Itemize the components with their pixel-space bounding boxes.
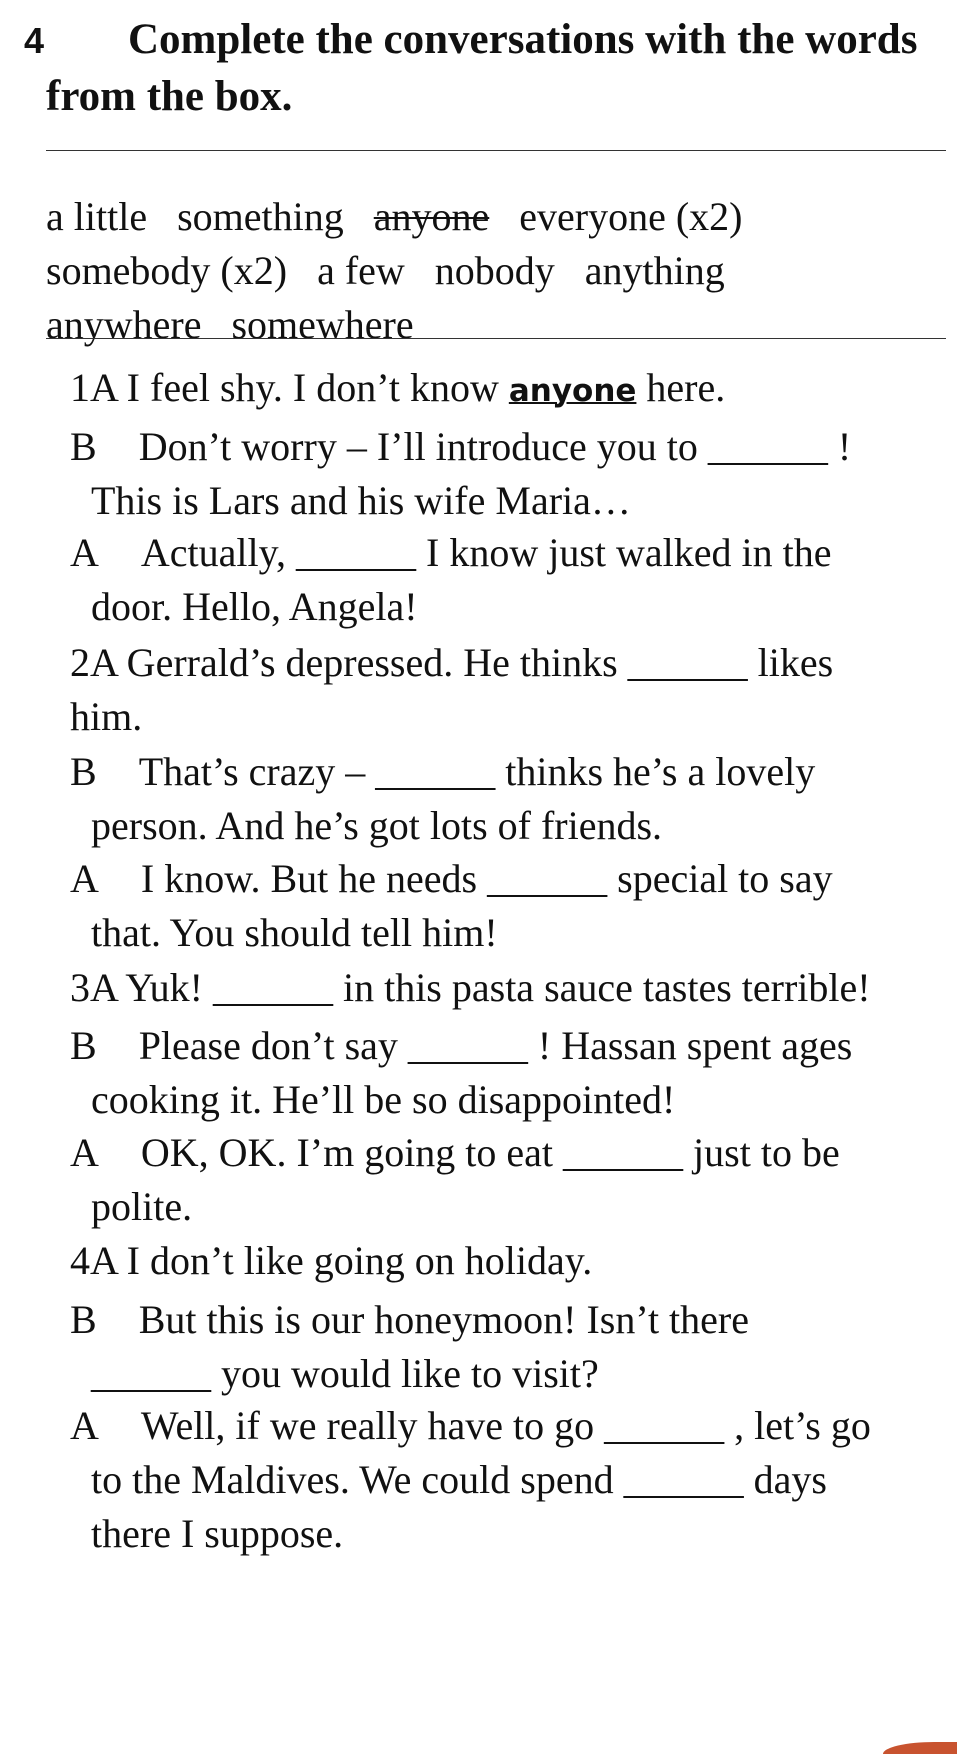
c2-line-a2 — [70, 852, 950, 960]
c3-a2-speaker: A — [70, 1130, 99, 1175]
c3-a1-text1: 3A Yuk! — [70, 965, 213, 1010]
c1-line-b — [70, 420, 950, 528]
exercise-number: 4 — [24, 20, 45, 61]
c1-b-text1-end: ! — [827, 424, 852, 469]
answer-blank[interactable]: ______ — [707, 424, 828, 469]
c4-line-a1 — [70, 1234, 950, 1288]
answer-blank[interactable]: ______ — [212, 965, 333, 1010]
answer-blank[interactable]: ______ — [407, 1023, 528, 1068]
word-box-bottom-rule — [46, 338, 946, 339]
c3-a2-text1-end: just to be — [683, 1130, 840, 1175]
c4-a2-text3: there I suppose. — [91, 1511, 344, 1556]
c1-a2-text1-end: I know just walked in the — [416, 530, 832, 575]
c4-a2-text2: to the Maldives. We could spend — [91, 1457, 624, 1502]
c4-a2-text1-end: , let’s go — [724, 1403, 871, 1448]
c2-a2-speaker: A — [70, 856, 99, 901]
exercise-title-line2: from the box. — [46, 73, 293, 120]
c3-line-a1 — [70, 961, 950, 1015]
c4-a1-text1: 4A I don’t like going on holiday. — [70, 1238, 593, 1283]
c1-line-a1 — [70, 361, 950, 418]
c2-line-a1 — [70, 636, 950, 744]
c2-b-text1: That’s crazy – — [138, 749, 376, 794]
word-box-top-rule — [46, 150, 946, 151]
word-a-few: a few — [317, 248, 405, 293]
answer-blank[interactable]: ______ — [375, 749, 496, 794]
word-a-little: a little — [46, 194, 148, 239]
word-everyone: everyone (x2) — [519, 194, 743, 239]
c4-a2-speaker: A — [70, 1403, 99, 1448]
c3-line-b — [70, 1019, 950, 1127]
answer-blank[interactable]: ______ — [487, 856, 608, 901]
word-nobody: nobody — [434, 248, 555, 293]
c4-b-text2-end: you would like to visit? — [211, 1351, 599, 1396]
c1-example-answer: anyone — [508, 373, 637, 409]
c1-line-a2 — [70, 526, 950, 634]
c1-a1-suffix: here. — [636, 365, 726, 410]
answer-blank[interactable]: ______ — [296, 530, 417, 575]
answer-blank[interactable]: ______ — [623, 1457, 744, 1502]
c2-a2-text2: that. You should tell him! — [91, 910, 498, 955]
c1-a2-speaker: A — [70, 530, 99, 575]
c4-a2-text1: Well, if we really have to go — [140, 1403, 605, 1448]
c4-b-speaker: B — [70, 1297, 97, 1342]
c4-line-a2 — [70, 1399, 950, 1561]
answer-blank[interactable]: ______ — [604, 1403, 725, 1448]
exercise-title-line1: Complete the conversations with the words — [128, 16, 918, 63]
c3-b-speaker: B — [70, 1023, 97, 1068]
c2-a1-text1: 2A Gerrald’s depressed. He thinks — [70, 640, 628, 685]
c1-b-speaker: B — [70, 424, 97, 469]
c1-b-text2: This is Lars and his wife Maria… — [91, 478, 631, 523]
word-somewhere: somewhere — [231, 302, 414, 347]
c3-a2-text2: polite. — [91, 1184, 193, 1229]
corner-decoration — [883, 1742, 957, 1754]
word-something: something — [177, 194, 344, 239]
c3-a1-text1-end: in this pasta sauce tastes terrible! — [332, 965, 871, 1010]
c4-a2-text2-end: days — [743, 1457, 827, 1502]
c3-b-text1-end: ! Hassan spent ages — [527, 1023, 853, 1068]
answer-blank[interactable]: ______ — [91, 1351, 211, 1396]
c2-a2-text1: I know. But he needs — [140, 856, 488, 901]
c3-b-text2: cooking it. He’ll be so disappointed! — [91, 1077, 676, 1122]
c3-a2-text1: OK, OK. I’m going to eat — [140, 1130, 564, 1175]
c2-a1-text2: him. — [70, 694, 143, 739]
c1-a2-text1: Actually, — [140, 530, 297, 575]
c2-b-text1-end: thinks he’s a lovely — [495, 749, 816, 794]
word-somebody: somebody (x2) — [46, 248, 288, 293]
exercise-heading — [24, 12, 944, 125]
c1-b-text1: Don’t worry – I’ll introduce you to — [138, 424, 708, 469]
word-anything: anything — [584, 248, 725, 293]
answer-blank[interactable]: ______ — [627, 640, 748, 685]
c3-line-a2 — [70, 1126, 950, 1234]
c2-a2-text1-end: special to say — [607, 856, 833, 901]
c4-b-text1: But this is our honeymoon! Isn’t there — [138, 1297, 749, 1342]
c3-b-text1: Please don’t say — [138, 1023, 408, 1068]
word-anywhere: anywhere — [46, 302, 202, 347]
c4-line-b — [70, 1293, 950, 1401]
c1-a2-text2: door. Hello, Angela! — [91, 584, 418, 629]
c2-b-speaker: B — [70, 749, 97, 794]
c2-line-b — [70, 745, 950, 853]
c1-a1-prefix: 1A I feel shy. I don’t know — [70, 365, 509, 410]
answer-blank[interactable]: ______ — [563, 1130, 684, 1175]
word-anyone-struck: anyone — [373, 194, 490, 239]
word-box — [46, 190, 926, 352]
c2-b-text2: person. And he’s got lots of friends. — [91, 803, 663, 848]
c2-a1-text1-end: likes — [747, 640, 834, 685]
